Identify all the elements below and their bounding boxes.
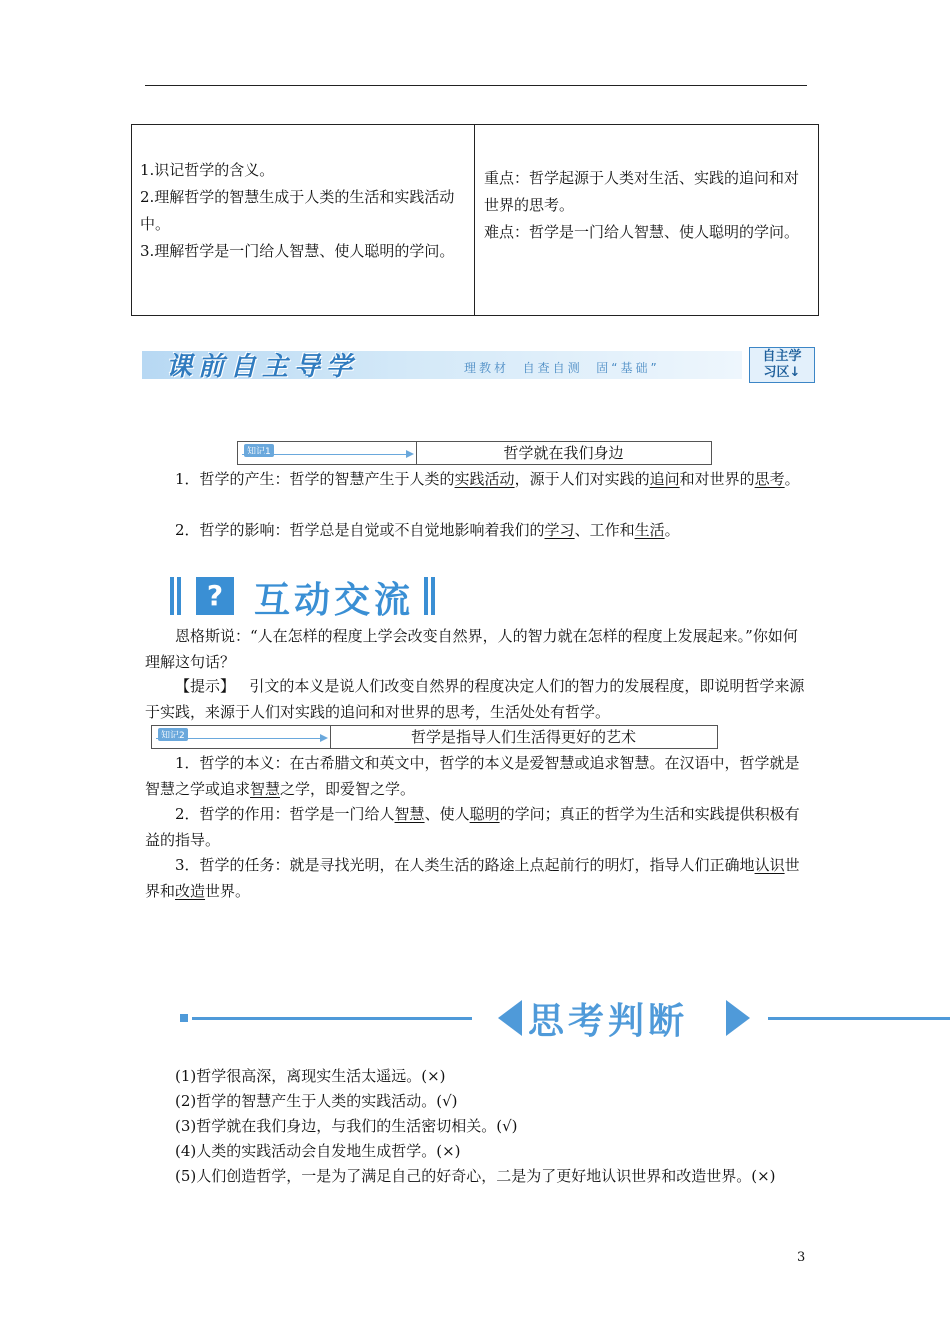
double-bar-icon [170,577,181,615]
double-bar-icon [424,577,435,615]
page-number: 3 [797,1250,806,1265]
interact-hint [145,673,809,725]
key-points-cell [475,125,818,315]
blank-answer: 认识 [754,856,785,874]
blank-answer: 生活 [634,521,665,539]
hint-text: 引文的本义是说人们改变自然界的程度决定人们的智力的发展程度，即说明哲学来源于实践，来源于人们对实践的追问和对世界的思考，生活处处有哲学。 [145,677,805,721]
objective-item: 3.理解哲学是一门给人智慧、使人聪明的学问。 [140,242,455,260]
arrow-line [156,738,320,739]
arrow-line [242,454,406,455]
text: 1．哲学的本义：在古希腊文和英文中，哲学的本义是爱智慧或追求智慧。在汉语中，哲学就是智慧之学或追求 [145,754,800,798]
kp2-paragraph-2 [145,801,809,853]
arrow-right-icon [406,450,414,458]
interact-heading [170,570,470,620]
header-rule [145,85,807,86]
text: 2．哲学的作用：哲学是一门给人 [175,805,395,823]
text: ，源于人们对实践的 [514,470,650,488]
objectives-cell [132,125,475,315]
think-judge-banner [178,990,950,1046]
knowledge-tag [238,442,417,464]
blank-answer: 追问 [649,470,680,488]
question-icon: ? [196,577,234,615]
think-judge-heading: 思考判断 [528,1001,689,1042]
text: 和对世界的 [679,470,755,488]
knowledge-point-title: 哲学就在我们身边 [503,444,624,462]
knowledge-tag-label: 知记2 [158,728,188,741]
text: 3．哲学的任务：就是寻找光明，在人类生活的路途上点起前行的明灯，指导人们正确地 [175,856,755,874]
badge-line: 自主学 [762,349,802,364]
blank-answer: 改造 [175,882,206,900]
text: 世界。 [205,882,251,900]
kp2-paragraph-1 [145,750,809,802]
objectives-table [131,124,819,316]
divider-line [768,1017,950,1020]
square-bullet-icon [180,1014,188,1022]
blank-answer: 智慧 [394,805,425,823]
judge-item: (1)哲学很高深，离现实生活太遥远。(×) [175,1067,446,1085]
judge-item: (3)哲学就在我们身边，与我们的生活密切相关。(√) [175,1117,518,1135]
text: 、工作和 [574,521,635,539]
knowledge-point-header [237,441,712,465]
banner-title: 课前自主导学 [166,352,359,382]
knowledge-point-title: 哲学是指导人们生活得更好的艺术 [410,728,636,746]
text: 世界和 [145,856,800,900]
key-point: 重点：哲学起源于人类对生活、实践的追问和对世界的思考。 [484,169,800,214]
kp1-paragraph-1 [145,466,809,492]
banner-subtitle: 理教材 自查自测 固“基础” [464,361,660,375]
triangle-left-icon [498,1000,522,1036]
blank-answer: 思考 [754,470,785,488]
hint-label: 【提示】 [175,677,236,695]
text: 1．哲学的产生：哲学的智慧产生于人类的 [175,470,455,488]
objective-item: 1.识记哲学的含义。 [140,161,275,179]
text: 。 [664,521,680,539]
triangle-right-icon [726,1000,750,1036]
text: 2．哲学的影响：哲学总是自觉或不自觉地影响着我们的 [175,521,545,539]
interact-question: 恩格斯说：“人在怎样的程度上学会改变自然界，人的智力就在怎样的程度上发展起来。”你如何理解这句话？ [145,627,798,671]
difficult-point: 难点：哲学是一门给人智慧、使人聪明的学问。 [484,223,800,241]
knowledge-point-header [151,725,718,749]
kp2-paragraph-3 [145,852,809,904]
banner-zone-badge [749,347,815,383]
judge-item: (4)人类的实践活动会自发地生成哲学。(×) [175,1142,461,1160]
text: 。 [784,470,800,488]
interact-heading-text: 互动交流 [254,580,415,621]
blank-answer: 实践活动 [454,470,515,488]
divider-line [192,1017,472,1020]
text: 的学问；真正的哲学为生活和实践提供积极有益的指导。 [145,805,800,849]
blank-answer: 智慧 [250,780,281,798]
judge-item: (5)人们创造哲学，一是为了满足自己的好奇心，二是为了更好地认识世界和改造世界。(×) [175,1167,776,1185]
blank-answer: 聪明 [469,805,500,823]
arrow-right-icon [320,734,328,742]
kp1-paragraph-2 [145,517,809,543]
section-banner [142,345,816,385]
text: 、使人 [424,805,470,823]
badge-line: 习区↓ [763,365,801,380]
judge-item: (2)哲学的智慧产生于人类的实践活动。(√) [175,1092,458,1110]
text: 之学，即爱智之学。 [280,780,416,798]
knowledge-tag [152,726,331,748]
blank-answer: 学习 [544,521,575,539]
knowledge-tag-label: 知记1 [244,444,274,457]
objective-item: 2.理解哲学的智慧生成于人类的生活和实践活动中。 [140,188,455,233]
